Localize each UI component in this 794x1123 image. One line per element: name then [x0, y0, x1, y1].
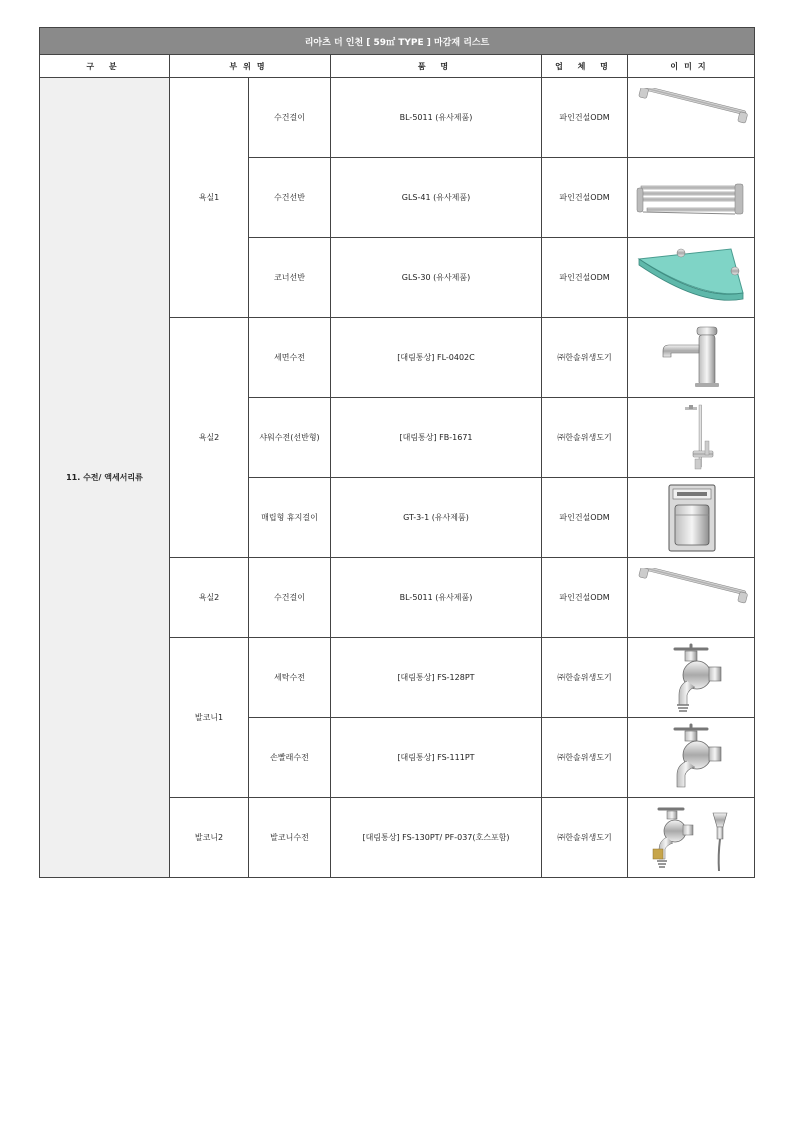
part-cell: 수건걸이 — [249, 78, 331, 158]
paper-holder-icon — [631, 481, 751, 555]
towel-shelf-icon — [631, 168, 751, 228]
header-company: 업 체 명 — [542, 55, 628, 78]
company-cell: ㈜한솔위생도기 — [542, 718, 628, 798]
washing-faucet-icon — [631, 641, 751, 715]
part-cell: 코너선반 — [249, 238, 331, 318]
company-cell: ㈜한솔위생도기 — [542, 318, 628, 398]
product-cell: [대림통상] FL-0402C — [331, 318, 542, 398]
group-cell: 욕실2 — [170, 318, 249, 558]
header-location: 부위명 — [170, 55, 331, 78]
company-cell: ㈜한솔위생도기 — [542, 638, 628, 718]
corner-shelf-icon — [631, 243, 751, 313]
image-cell — [628, 798, 755, 878]
image-cell — [628, 638, 755, 718]
finish-materials-table — [39, 27, 755, 878]
part-cell: 세면수전 — [249, 318, 331, 398]
image-cell — [628, 478, 755, 558]
image-cell — [628, 318, 755, 398]
image-cell — [628, 238, 755, 318]
part-cell: 손빨래수전 — [249, 718, 331, 798]
laundry-faucet-icon — [631, 721, 751, 795]
shower-faucet-icon — [631, 401, 751, 475]
balcony-faucet-icon — [631, 801, 751, 875]
product-cell: [대림통상] FB-1671 — [331, 398, 542, 478]
product-cell: GLS-41 (유사제품) — [331, 158, 542, 238]
part-cell: 세탁수전 — [249, 638, 331, 718]
company-cell: ㈜한솔위생도기 — [542, 798, 628, 878]
image-cell — [628, 558, 755, 638]
product-cell: BL-5011 (유사제품) — [331, 78, 542, 158]
product-cell: GT-3-1 (유사제품) — [331, 478, 542, 558]
group-cell: 욕실1 — [170, 78, 249, 318]
product-cell: GLS-30 (유사제품) — [331, 238, 542, 318]
image-cell — [628, 158, 755, 238]
product-cell: [대림통상] FS-128PT — [331, 638, 542, 718]
part-cell: 수건선반 — [249, 158, 331, 238]
part-cell: 매립형 휴지걸이 — [249, 478, 331, 558]
group-cell: 발코니1 — [170, 638, 249, 798]
company-cell: 파인건설ODM — [542, 478, 628, 558]
towel-bar-icon — [631, 88, 751, 148]
group-cell: 발코니2 — [170, 798, 249, 878]
table-row — [40, 78, 755, 158]
image-cell — [628, 718, 755, 798]
part-cell: 수건걸이 — [249, 558, 331, 638]
company-cell: 파인건설ODM — [542, 238, 628, 318]
image-cell — [628, 78, 755, 158]
header-image: 이미지 — [628, 55, 755, 78]
product-cell: BL-5011 (유사제품) — [331, 558, 542, 638]
company-cell: 파인건설ODM — [542, 558, 628, 638]
company-cell: 파인건설ODM — [542, 78, 628, 158]
product-cell: [대림통상] FS-130PT/ PF-037(호스포함) — [331, 798, 542, 878]
image-cell — [628, 398, 755, 478]
group-cell: 욕실2 — [170, 558, 249, 638]
header-category: 구 분 — [40, 55, 170, 78]
company-cell: ㈜한솔위생도기 — [542, 398, 628, 478]
product-cell: [대림통상] FS-111PT — [331, 718, 542, 798]
part-cell: 샤워수전(선반형) — [249, 398, 331, 478]
table-title: 리아츠 더 인천 [ 59㎡ TYPE ] 마감재 리스트 — [40, 28, 755, 55]
header-product: 품 명 — [331, 55, 542, 78]
towel-bar-icon — [631, 568, 751, 628]
basin-faucet-icon — [631, 323, 751, 393]
part-cell: 발코니수전 — [249, 798, 331, 878]
category-cell: 11. 수전/ 액세서리류 — [40, 78, 170, 878]
company-cell: 파인건설ODM — [542, 158, 628, 238]
